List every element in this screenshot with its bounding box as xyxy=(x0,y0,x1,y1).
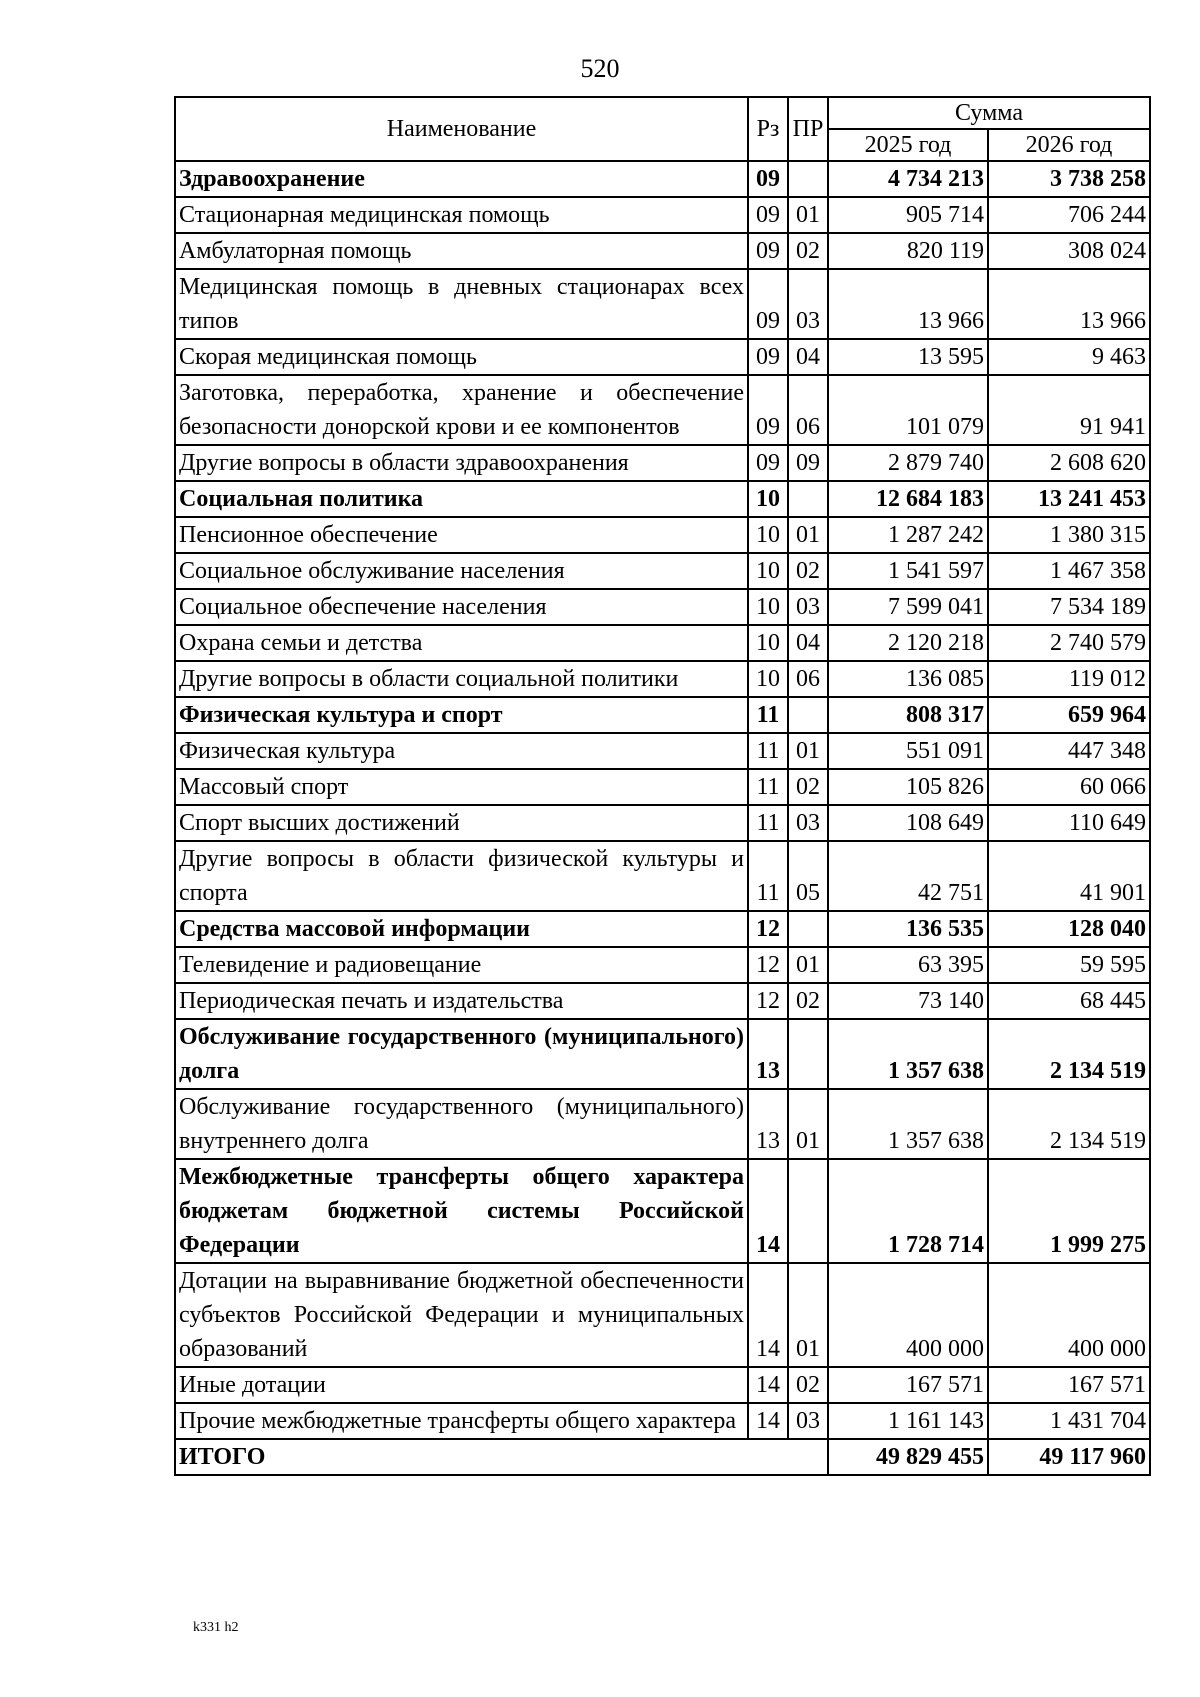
table-row xyxy=(175,1403,1150,1439)
row-rz: 09 xyxy=(748,339,788,375)
row-2025: 1 357 638 xyxy=(828,1089,988,1159)
row-2025: 1 287 242 xyxy=(828,517,988,553)
row-pr: 01 xyxy=(788,517,828,553)
row-name: Физическая культура xyxy=(175,733,748,769)
row-pr: 04 xyxy=(788,625,828,661)
table-row xyxy=(175,517,1150,553)
row-pr xyxy=(788,911,828,947)
row-2026: 41 901 xyxy=(988,841,1150,911)
row-2025: 13 966 xyxy=(828,269,988,339)
row-2026: 1 999 275 xyxy=(988,1159,1150,1263)
row-2025: 808 317 xyxy=(828,697,988,733)
row-name: Периодическая печать и издательства xyxy=(175,983,748,1019)
total-2026: 49 117 960 xyxy=(988,1439,1150,1475)
row-2025: 167 571 xyxy=(828,1367,988,1403)
row-pr: 09 xyxy=(788,445,828,481)
row-pr: 05 xyxy=(788,841,828,911)
row-pr xyxy=(788,697,828,733)
total-label: ИТОГО xyxy=(175,1439,828,1475)
table-row xyxy=(175,375,1150,445)
row-rz: 11 xyxy=(748,733,788,769)
row-rz: 10 xyxy=(748,481,788,517)
row-name: Пенсионное обеспечение xyxy=(175,517,748,553)
table-body xyxy=(175,161,1150,1439)
row-pr: 06 xyxy=(788,375,828,445)
row-2026: 659 964 xyxy=(988,697,1150,733)
row-2026: 119 012 xyxy=(988,661,1150,697)
row-name: Обслуживание государственного (муниципального) долга xyxy=(175,1019,748,1089)
table-row xyxy=(175,445,1150,481)
row-2026: 167 571 xyxy=(988,1367,1150,1403)
row-pr: 04 xyxy=(788,339,828,375)
row-rz: 09 xyxy=(748,161,788,197)
row-rz: 14 xyxy=(748,1367,788,1403)
row-pr: 03 xyxy=(788,805,828,841)
row-pr: 06 xyxy=(788,661,828,697)
row-rz: 14 xyxy=(748,1159,788,1263)
row-2025: 7 599 041 xyxy=(828,589,988,625)
table-row xyxy=(175,1019,1150,1089)
row-name: Охрана семьи и детства xyxy=(175,625,748,661)
total-row xyxy=(175,1439,1150,1475)
table-row xyxy=(175,481,1150,517)
header-rz: Рз xyxy=(748,97,788,161)
row-pr: 02 xyxy=(788,233,828,269)
row-2025: 42 751 xyxy=(828,841,988,911)
row-2025: 101 079 xyxy=(828,375,988,445)
row-name: Спорт высших достижений xyxy=(175,805,748,841)
row-2025: 820 119 xyxy=(828,233,988,269)
row-rz: 11 xyxy=(748,841,788,911)
row-name: Массовый спорт xyxy=(175,769,748,805)
row-name: Амбулаторная помощь xyxy=(175,233,748,269)
row-rz: 09 xyxy=(748,445,788,481)
row-name: Средства массовой информации xyxy=(175,911,748,947)
table-row xyxy=(175,1367,1150,1403)
row-name: Социальное обслуживание населения xyxy=(175,553,748,589)
row-2026: 2 134 519 xyxy=(988,1089,1150,1159)
table-row xyxy=(175,983,1150,1019)
row-pr: 03 xyxy=(788,269,828,339)
table-row xyxy=(175,697,1150,733)
row-name: Другие вопросы в области социальной политики xyxy=(175,661,748,697)
row-pr xyxy=(788,481,828,517)
row-rz: 09 xyxy=(748,197,788,233)
row-rz: 12 xyxy=(748,947,788,983)
row-2025: 1 728 714 xyxy=(828,1159,988,1263)
row-rz: 13 xyxy=(748,1089,788,1159)
row-2025: 1 357 638 xyxy=(828,1019,988,1089)
row-rz: 13 xyxy=(748,1019,788,1089)
row-2025: 12 684 183 xyxy=(828,481,988,517)
row-2026: 447 348 xyxy=(988,733,1150,769)
row-name: Социальная политика xyxy=(175,481,748,517)
row-2025: 63 395 xyxy=(828,947,988,983)
page-number: 520 xyxy=(580,54,620,83)
row-2025: 4 734 213 xyxy=(828,161,988,197)
budget-table xyxy=(174,96,1151,1476)
header-row xyxy=(175,97,1150,129)
row-2026: 13 966 xyxy=(988,269,1150,339)
row-rz: 14 xyxy=(748,1403,788,1439)
row-pr: 01 xyxy=(788,947,828,983)
row-pr: 03 xyxy=(788,589,828,625)
table-row xyxy=(175,233,1150,269)
row-2026: 110 649 xyxy=(988,805,1150,841)
table-row xyxy=(175,1089,1150,1159)
row-2025: 136 535 xyxy=(828,911,988,947)
row-name: Иные дотации xyxy=(175,1367,748,1403)
table-row xyxy=(175,733,1150,769)
row-rz: 09 xyxy=(748,269,788,339)
row-2026: 1 467 358 xyxy=(988,553,1150,589)
footer-code: k331 h2 xyxy=(193,1620,239,1635)
row-2025: 551 091 xyxy=(828,733,988,769)
row-pr: 02 xyxy=(788,1367,828,1403)
header-pr: ПР xyxy=(788,97,828,161)
row-2025: 108 649 xyxy=(828,805,988,841)
row-2025: 105 826 xyxy=(828,769,988,805)
row-pr: 03 xyxy=(788,1403,828,1439)
table-row xyxy=(175,805,1150,841)
row-rz: 10 xyxy=(748,661,788,697)
row-2026: 706 244 xyxy=(988,197,1150,233)
row-name: Здравоохранение xyxy=(175,161,748,197)
row-name: Физическая культура и спорт xyxy=(175,697,748,733)
row-rz: 10 xyxy=(748,625,788,661)
row-pr: 01 xyxy=(788,1089,828,1159)
row-2026: 2 134 519 xyxy=(988,1019,1150,1089)
row-pr xyxy=(788,1019,828,1089)
table-row xyxy=(175,161,1150,197)
table-row xyxy=(175,553,1150,589)
table-row xyxy=(175,625,1150,661)
table-row xyxy=(175,269,1150,339)
table-row xyxy=(175,589,1150,625)
table-row xyxy=(175,769,1150,805)
header-sum: Сумма xyxy=(828,97,1150,129)
row-name: Заготовка, переработка, хранение и обеспечение безопасности донорской крови и ее компонентов xyxy=(175,375,748,445)
row-pr: 01 xyxy=(788,1263,828,1367)
header-year-2025: 2025 год xyxy=(828,129,988,161)
row-2026: 3 738 258 xyxy=(988,161,1150,197)
row-name: Обслуживание государственного (муниципального) внутреннего долга xyxy=(175,1089,748,1159)
row-name: Скорая медицинская помощь xyxy=(175,339,748,375)
row-2025: 400 000 xyxy=(828,1263,988,1367)
table-row xyxy=(175,339,1150,375)
row-2026: 128 040 xyxy=(988,911,1150,947)
row-2026: 91 941 xyxy=(988,375,1150,445)
row-2025: 136 085 xyxy=(828,661,988,697)
row-2026: 2 608 620 xyxy=(988,445,1150,481)
row-2025: 73 140 xyxy=(828,983,988,1019)
row-pr xyxy=(788,1159,828,1263)
row-pr: 01 xyxy=(788,733,828,769)
row-name: Медицинская помощь в дневных стационарах всех типов xyxy=(175,269,748,339)
row-2026: 1 380 315 xyxy=(988,517,1150,553)
table-row xyxy=(175,1263,1150,1367)
row-rz: 11 xyxy=(748,697,788,733)
row-2026: 2 740 579 xyxy=(988,625,1150,661)
row-name: Другие вопросы в области физической культуры и спорта xyxy=(175,841,748,911)
row-2025: 1 161 143 xyxy=(828,1403,988,1439)
row-2026: 68 445 xyxy=(988,983,1150,1019)
header-name: Наименование xyxy=(175,97,748,161)
row-name: Социальное обеспечение населения xyxy=(175,589,748,625)
row-2026: 308 024 xyxy=(988,233,1150,269)
row-2026: 60 066 xyxy=(988,769,1150,805)
table-row xyxy=(175,1159,1150,1263)
row-rz: 14 xyxy=(748,1263,788,1367)
table-row xyxy=(175,841,1150,911)
row-2026: 59 595 xyxy=(988,947,1150,983)
row-2026: 1 431 704 xyxy=(988,1403,1150,1439)
row-2025: 1 541 597 xyxy=(828,553,988,589)
row-2025: 905 714 xyxy=(828,197,988,233)
row-rz: 11 xyxy=(748,805,788,841)
table-row xyxy=(175,661,1150,697)
row-name: Другие вопросы в области здравоохранения xyxy=(175,445,748,481)
table-row xyxy=(175,197,1150,233)
row-pr: 02 xyxy=(788,983,828,1019)
table-row xyxy=(175,947,1150,983)
row-2026: 9 463 xyxy=(988,339,1150,375)
row-2026: 400 000 xyxy=(988,1263,1150,1367)
row-rz: 12 xyxy=(748,983,788,1019)
row-rz: 10 xyxy=(748,553,788,589)
table-row xyxy=(175,911,1150,947)
row-pr: 02 xyxy=(788,553,828,589)
row-rz: 10 xyxy=(748,517,788,553)
row-name: Прочие межбюджетные трансферты общего характера xyxy=(175,1403,748,1439)
row-2025: 2 120 218 xyxy=(828,625,988,661)
row-rz: 10 xyxy=(748,589,788,625)
row-rz: 12 xyxy=(748,911,788,947)
row-name: Дотации на выравнивание бюджетной обеспеченности субъектов Российской Федерации и муниципальных образований xyxy=(175,1263,748,1367)
row-name: Телевидение и радиовещание xyxy=(175,947,748,983)
row-pr xyxy=(788,161,828,197)
total-2025: 49 829 455 xyxy=(828,1439,988,1475)
row-pr: 01 xyxy=(788,197,828,233)
row-2025: 13 595 xyxy=(828,339,988,375)
row-rz: 09 xyxy=(748,233,788,269)
row-rz: 09 xyxy=(748,375,788,445)
row-2025: 2 879 740 xyxy=(828,445,988,481)
row-pr: 02 xyxy=(788,769,828,805)
row-name: Стационарная медицинская помощь xyxy=(175,197,748,233)
row-rz: 11 xyxy=(748,769,788,805)
row-2026: 7 534 189 xyxy=(988,589,1150,625)
row-name: Межбюджетные трансферты общего характера бюджетам бюджетной системы Российской Федерации xyxy=(175,1159,748,1263)
header-year-2026: 2026 год xyxy=(988,129,1150,161)
row-2026: 13 241 453 xyxy=(988,481,1150,517)
